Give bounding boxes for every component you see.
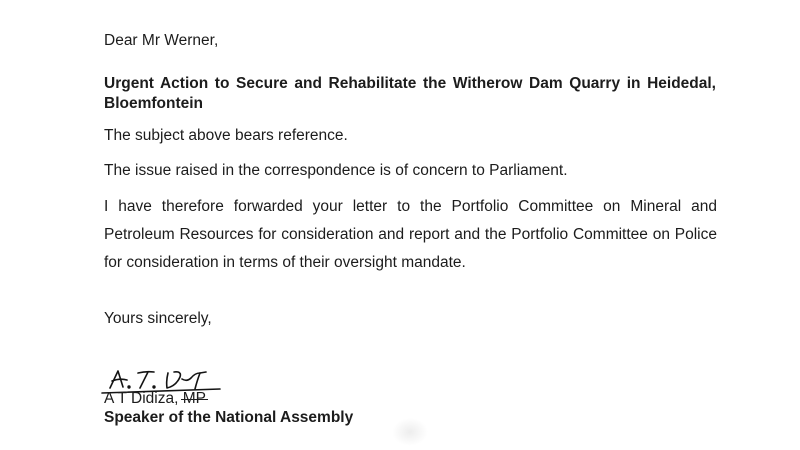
- closing: Yours sincerely,: [104, 310, 212, 327]
- salutation: Dear Mr Werner,: [104, 32, 219, 49]
- post-nominal: MP: [182, 390, 206, 407]
- signatory-name: A T Didiza,: [104, 390, 179, 407]
- subject-heading: Urgent Action to Secure and Rehabilitate the Witherow Dam Quarry in Heidedal, Bloemfontein: [104, 75, 716, 112]
- paragraph-forwarded: I have therefore forwarded your letter to the Portfolio Committee on Mineral and Petroleum Resources for consideration and report and the Portfolio Committee on Police for consideration in terms of their oversight mandate.: [104, 198, 717, 271]
- scan-smudge: [392, 418, 428, 446]
- paragraph-reference: The subject above bears reference.: [104, 127, 348, 144]
- signatory-name-line: [104, 389, 206, 409]
- signatory-title: Speaker of the National Assembly: [104, 409, 354, 426]
- paragraph-concern: The issue raised in the correspondence is of concern to Parliament.: [104, 162, 568, 179]
